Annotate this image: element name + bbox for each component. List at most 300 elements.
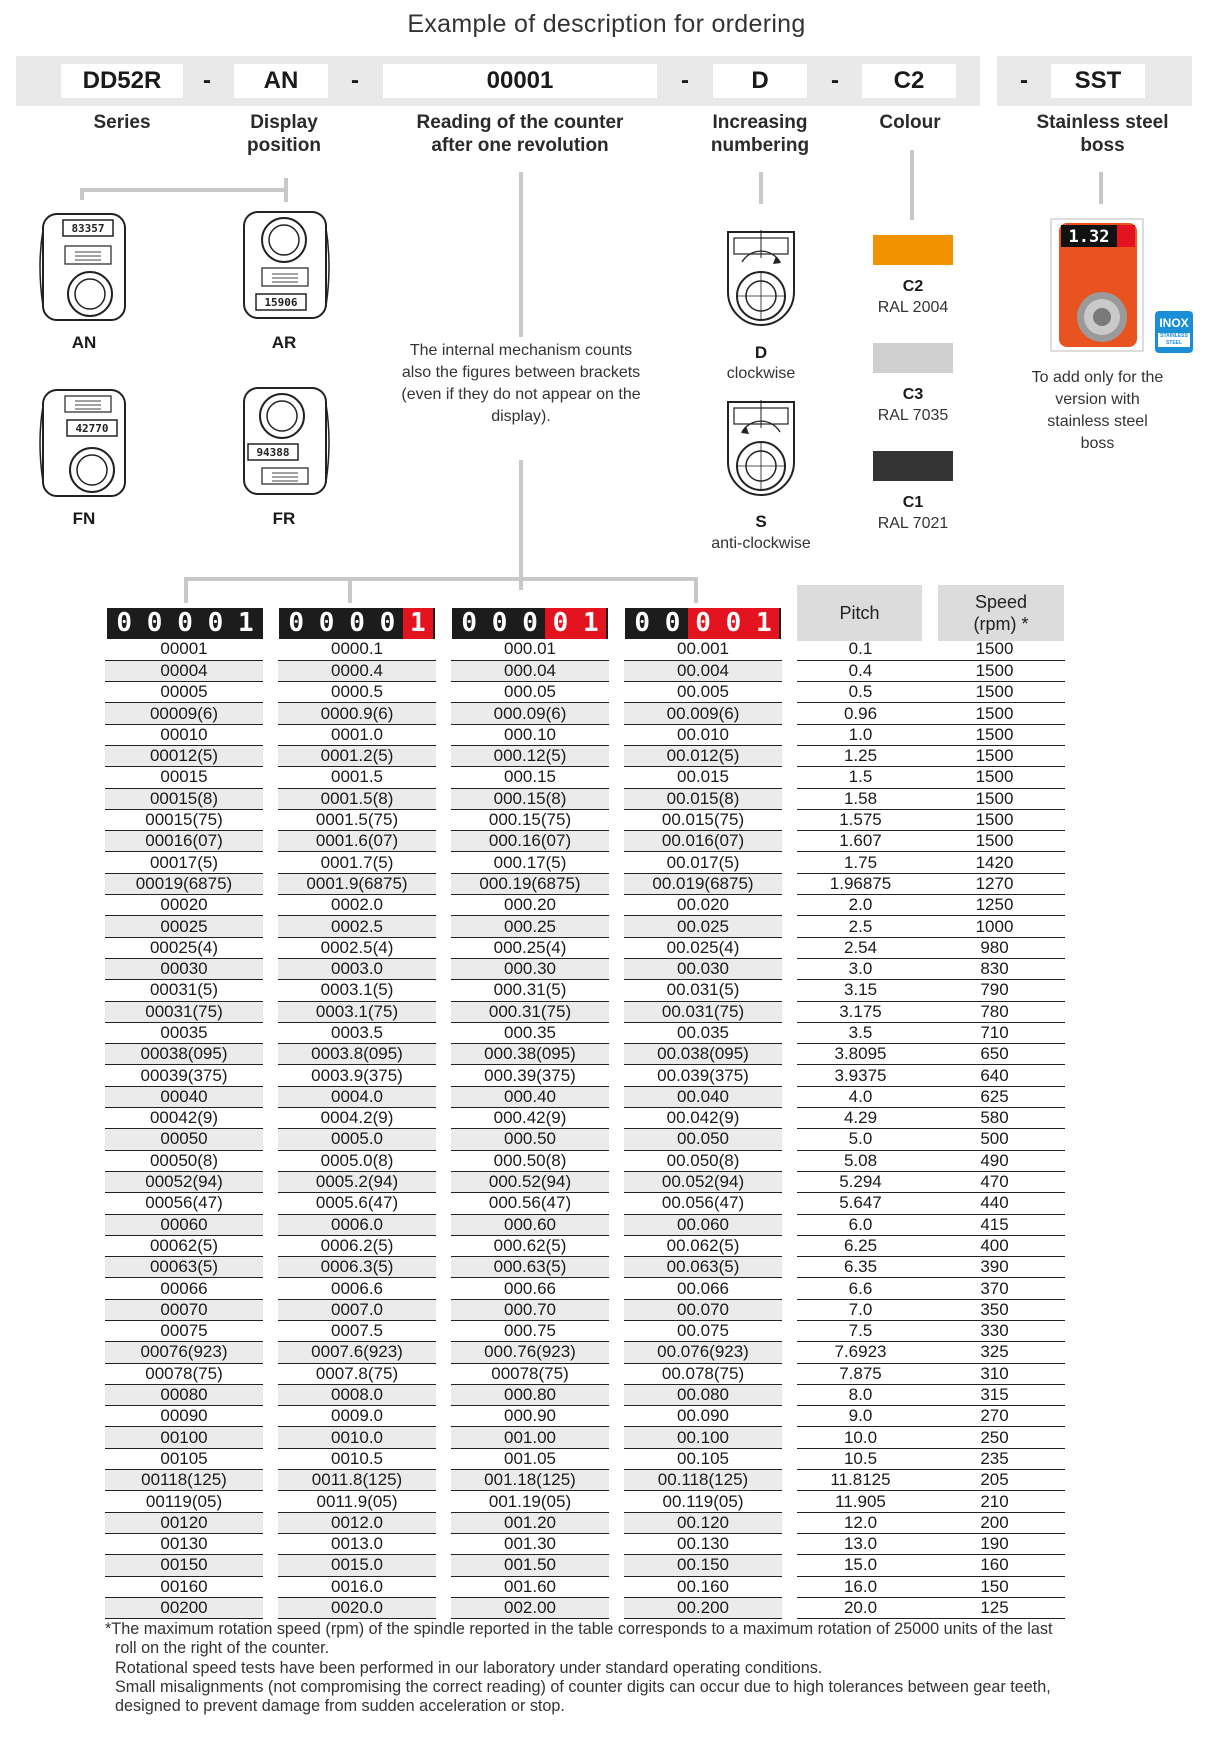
speed-cell: 190 (924, 1533, 1065, 1554)
column-gap (609, 1278, 624, 1299)
reading-0000-1-cell: 0006.2(5) (278, 1235, 436, 1256)
reading-00-001-cell: 00.038(095) (624, 1044, 782, 1065)
reading-00-001-cell: 00.078(75) (624, 1363, 782, 1384)
column-gap (263, 1171, 278, 1192)
reading-00001-cell: 00001 (105, 639, 263, 660)
reading-0000-1-cell: 0004.0 (278, 1086, 436, 1107)
digit: 0 (349, 608, 365, 638)
reading-000-01-cell: 000.70 (451, 1299, 609, 1320)
reading-00-001-cell: 00.001 (624, 639, 782, 660)
reading-00001-cell: 00118(125) (105, 1470, 263, 1491)
column-gap (436, 980, 451, 1001)
column-gap (263, 916, 278, 937)
column-gap (609, 1512, 624, 1533)
reading-000-01-cell: 000.52(94) (451, 1171, 609, 1192)
reading-00-001-cell: 00.031(5) (624, 980, 782, 1001)
reading-00-001-cell: 00.050(8) (624, 1150, 782, 1171)
column-gap (263, 1022, 278, 1043)
table-row (105, 1257, 1065, 1278)
column-gap (782, 745, 797, 766)
table-row (105, 1193, 1065, 1214)
pitch-cell: 4.29 (797, 1108, 924, 1129)
counter-ar-drawing-icon (236, 206, 336, 326)
pitch-cell: 3.9375 (797, 1065, 924, 1086)
column-gap (263, 1214, 278, 1235)
column-gap (609, 1470, 624, 1491)
pitch-cell: 8.0 (797, 1384, 924, 1405)
column-gap (609, 1448, 624, 1469)
reading-000-01-cell: 001.18(125) (451, 1470, 609, 1491)
digit: 1 (749, 608, 779, 639)
reading-000-01-cell: 000.39(375) (451, 1065, 609, 1086)
column-gap (263, 788, 278, 809)
speed-cell: 415 (924, 1214, 1065, 1235)
speed-cell: 580 (924, 1108, 1065, 1129)
reading-0000-1-cell: 0006.0 (278, 1214, 436, 1235)
digit: 0 (718, 608, 748, 639)
svg-text:83357: 83357 (71, 222, 105, 235)
colour-code-c2: C2 (902, 278, 924, 295)
column-gap (782, 1299, 797, 1320)
column-gap (436, 1321, 451, 1342)
reading-000-01-cell: 000.25(4) (451, 937, 609, 958)
table-row (105, 895, 1065, 916)
guide-line (184, 577, 188, 603)
reading-000-01-cell: 000.50 (451, 1129, 609, 1150)
pitch-cell: 4.0 (797, 1086, 924, 1107)
table-row (105, 1044, 1065, 1065)
label-reading: Reading of the counter after one revolution (416, 112, 624, 156)
column-gap (263, 1342, 278, 1363)
column-gap (782, 958, 797, 979)
label-colour: Colour (879, 112, 941, 133)
table-row (105, 788, 1065, 809)
digit: 0 (664, 608, 681, 638)
reading-0000-1-cell: 0013.0 (278, 1533, 436, 1554)
column-gap (436, 788, 451, 809)
speed-cell: 235 (924, 1448, 1065, 1469)
column-gap (436, 1363, 451, 1384)
digit-header-2 (279, 608, 435, 639)
reading-00-001-cell: 00.019(6875) (624, 873, 782, 894)
colour-ral-c3: RAL 7035 (877, 407, 949, 424)
reading-0000-1-cell: 0001.2(5) (278, 745, 436, 766)
table-row (105, 1214, 1065, 1235)
code-separator: - (681, 67, 689, 94)
inox-badge-main: INOX (1159, 316, 1189, 330)
pitch-cell: 0.4 (797, 660, 924, 681)
reading-00001-cell: 00009(6) (105, 703, 263, 724)
numbering-label-clockwise: clockwise (726, 365, 796, 382)
column-gap (782, 1129, 797, 1150)
reading-00-001-cell: 00.062(5) (624, 1235, 782, 1256)
digit-header-1 (107, 608, 263, 639)
reading-00001-cell: 00015 (105, 767, 263, 788)
column-gap (609, 1597, 624, 1618)
reading-00001-cell: 00025 (105, 916, 263, 937)
reading-00-001-cell: 00.120 (624, 1512, 782, 1533)
table-row (105, 767, 1065, 788)
reading-00001-cell: 00090 (105, 1406, 263, 1427)
reading-00-001-cell: 00.015 (624, 767, 782, 788)
table-row (105, 1086, 1065, 1107)
footnotes (105, 1620, 1070, 1716)
speed-cell: 200 (924, 1512, 1065, 1533)
column-gap (782, 1597, 797, 1618)
digit: 1 (403, 608, 433, 639)
speed-cell: 270 (924, 1406, 1065, 1427)
column-gap (609, 788, 624, 809)
reading-000-01-cell: 001.50 (451, 1555, 609, 1576)
column-gap (609, 1001, 624, 1022)
column-gap (782, 1512, 797, 1533)
column-gap (609, 1214, 624, 1235)
table-row (105, 1171, 1065, 1192)
table-row (105, 1299, 1065, 1320)
column-gap (263, 1193, 278, 1214)
table-row (105, 660, 1065, 681)
counter-fn-drawing-icon (35, 382, 135, 502)
pitch-cell: 15.0 (797, 1555, 924, 1576)
pitch-cell: 7.5 (797, 1321, 924, 1342)
pitch-cell: 11.905 (797, 1491, 924, 1512)
code-separator: - (831, 67, 839, 94)
reading-00001-cell: 00015(75) (105, 809, 263, 830)
reading-0000-1-cell: 0003.1(75) (278, 1001, 436, 1022)
column-gap (263, 1512, 278, 1533)
reading-0000-1-cell: 0003.1(5) (278, 980, 436, 1001)
reading-0000-1-cell: 0010.0 (278, 1427, 436, 1448)
column-gap (263, 1533, 278, 1554)
reading-00001-cell: 00015(8) (105, 788, 263, 809)
column-gap (609, 1342, 624, 1363)
pitch-cell: 2.54 (797, 937, 924, 958)
pitch-cell: 0.96 (797, 703, 924, 724)
pitch-cell: 5.0 (797, 1129, 924, 1150)
column-gap (436, 937, 451, 958)
reading-00-001-cell: 00.050 (624, 1129, 782, 1150)
speed-cell: 980 (924, 937, 1065, 958)
reading-0000-1-cell: 0000.4 (278, 660, 436, 681)
column-gap (436, 1044, 451, 1065)
column-gap (436, 1129, 451, 1150)
reading-00001-cell: 00012(5) (105, 745, 263, 766)
reading-000-01-cell: 000.01 (451, 639, 609, 660)
column-gap (263, 937, 278, 958)
speed-cell: 1500 (924, 660, 1065, 681)
reading-0000-1-cell: 0002.0 (278, 895, 436, 916)
reading-00-001-cell: 00.105 (624, 1448, 782, 1469)
table-row (105, 1001, 1065, 1022)
column-gap (609, 958, 624, 979)
column-gap (436, 1108, 451, 1129)
column-gap (782, 980, 797, 1001)
code-separator: - (351, 67, 359, 94)
speed-cell: 1500 (924, 767, 1065, 788)
table-row (105, 1512, 1065, 1533)
reading-00001-cell: 00025(4) (105, 937, 263, 958)
reading-00001-cell: 00031(5) (105, 980, 263, 1001)
column-gap (609, 703, 624, 724)
column-gap (436, 1448, 451, 1469)
reading-00-001-cell: 00.039(375) (624, 1065, 782, 1086)
column-gap (436, 1065, 451, 1086)
speed-cell: 250 (924, 1427, 1065, 1448)
reading-00-001-cell: 00.063(5) (624, 1257, 782, 1278)
column-gap (263, 639, 278, 660)
reading-0000-1-cell: 0011.9(05) (278, 1491, 436, 1512)
column-gap (263, 1427, 278, 1448)
column-gap (609, 1321, 624, 1342)
digit: 0 (634, 608, 651, 638)
column-gap (263, 682, 278, 703)
reading-000-01-cell: 000.66 (451, 1278, 609, 1299)
column-gap (436, 1022, 451, 1043)
pitch-cell: 1.607 (797, 831, 924, 852)
column-gap (436, 1193, 451, 1214)
reading-00-001-cell: 00.030 (624, 958, 782, 979)
column-gap (436, 1512, 451, 1533)
column-gap (609, 1533, 624, 1554)
reading-000-01-cell: 000.04 (451, 660, 609, 681)
column-gap (609, 1171, 624, 1192)
digit: 0 (177, 608, 193, 638)
column-gap (436, 1384, 451, 1405)
speed-cell: 390 (924, 1257, 1065, 1278)
column-gap (263, 1150, 278, 1171)
reading-0000-1-cell: 0005.0 (278, 1129, 436, 1150)
column-gap (782, 788, 797, 809)
column-gap (609, 1086, 624, 1107)
column-gap (436, 703, 451, 724)
table-row (105, 1555, 1065, 1576)
column-gap (263, 1448, 278, 1469)
column-gap (263, 895, 278, 916)
pitch-cell: 1.5 (797, 767, 924, 788)
pitch-speed-table (105, 639, 1065, 1619)
column-gap (609, 1427, 624, 1448)
column-gap (609, 852, 624, 873)
table-row (105, 1150, 1065, 1171)
code-separator: - (203, 67, 211, 94)
reading-00001-cell: 00150 (105, 1555, 263, 1576)
reading-000-01-cell: 000.38(095) (451, 1044, 609, 1065)
reading-0000-1-cell: 0000.1 (278, 639, 436, 660)
label-display-position: Display position (247, 112, 321, 156)
column-gap (782, 1235, 797, 1256)
reading-0000-1-cell: 0001.5(75) (278, 809, 436, 830)
column-gap (609, 1555, 624, 1576)
speed-cell: 1500 (924, 788, 1065, 809)
reading-000-01-cell: 000.15 (451, 767, 609, 788)
column-gap (782, 660, 797, 681)
column-gap (609, 1299, 624, 1320)
table-row (105, 1384, 1065, 1405)
reading-0000-1-cell: 0001.6(07) (278, 831, 436, 852)
reading-0000-1-cell: 0003.8(095) (278, 1044, 436, 1065)
column-gap (436, 1555, 451, 1576)
reading-00001-cell: 00031(75) (105, 1001, 263, 1022)
colour-swatch-c2 (873, 235, 953, 265)
stainless-boss-product-icon (1049, 217, 1145, 353)
column-gap (263, 1065, 278, 1086)
reading-00001-cell: 00050(8) (105, 1150, 263, 1171)
reading-0000-1-cell: 0001.9(6875) (278, 873, 436, 894)
pitch-cell: 6.35 (797, 1257, 924, 1278)
code-display-position: AN (234, 64, 328, 98)
column-gap (609, 916, 624, 937)
pitch-cell: 12.0 (797, 1512, 924, 1533)
reading-00001-cell: 00063(5) (105, 1257, 263, 1278)
reading-000-01-cell: 001.20 (451, 1512, 609, 1533)
column-gap (782, 1278, 797, 1299)
speed-cell: 1500 (924, 682, 1065, 703)
column-gap (782, 1193, 797, 1214)
speed-cell: 625 (924, 1086, 1065, 1107)
column-gap (263, 1384, 278, 1405)
reading-0000-1-cell: 0000.5 (278, 682, 436, 703)
speed-header (938, 585, 1064, 641)
table-row (105, 958, 1065, 979)
speed-cell: 315 (924, 1384, 1065, 1405)
colour-code-c1: C1 (902, 494, 924, 511)
guide-line (694, 577, 698, 603)
column-gap (782, 724, 797, 745)
column-gap (782, 1065, 797, 1086)
table-row (105, 1108, 1065, 1129)
column-gap (436, 1235, 451, 1256)
reading-00001-cell: 00040 (105, 1086, 263, 1107)
digit: 1 (576, 608, 606, 639)
digit: 0 (146, 608, 163, 638)
pitch-cell: 3.15 (797, 980, 924, 1001)
reading-0000-1-cell: 0006.6 (278, 1278, 436, 1299)
speed-cell: 1420 (924, 852, 1065, 873)
reading-00-001-cell: 00.042(9) (624, 1108, 782, 1129)
reading-0000-1-cell: 0002.5 (278, 916, 436, 937)
column-gap (609, 1257, 624, 1278)
table-row (105, 1533, 1065, 1554)
digit: 0 (318, 608, 335, 638)
label-numbering: Increasing numbering (710, 112, 810, 156)
reading-00001-cell: 00130 (105, 1533, 263, 1554)
reading-000-01-cell: 000.30 (451, 958, 609, 979)
svg-text:15906: 15906 (264, 296, 298, 309)
speed-cell: 710 (924, 1022, 1065, 1043)
column-gap (263, 767, 278, 788)
pitch-cell: 1.58 (797, 788, 924, 809)
column-gap (782, 1427, 797, 1448)
column-gap (782, 895, 797, 916)
column-gap (609, 724, 624, 745)
column-gap (263, 1406, 278, 1427)
speed-cell: 160 (924, 1555, 1065, 1576)
column-gap (782, 1406, 797, 1427)
column-gap (436, 873, 451, 894)
table-row (105, 1129, 1065, 1150)
column-gap (263, 1363, 278, 1384)
column-gap (436, 1533, 451, 1554)
pitch-cell: 7.0 (797, 1299, 924, 1320)
reading-00001-cell: 00076(923) (105, 1342, 263, 1363)
speed-cell: 1500 (924, 809, 1065, 830)
column-gap (436, 1342, 451, 1363)
pitch-cell: 1.96875 (797, 873, 924, 894)
inox-badge-sub: STAINLESS STEEL (1158, 333, 1190, 347)
table-row (105, 1278, 1065, 1299)
code-numbering: D (713, 64, 807, 98)
reading-000-01-cell: 001.19(05) (451, 1491, 609, 1512)
column-gap (782, 809, 797, 830)
table-row (105, 1235, 1065, 1256)
reading-00-001-cell: 00.076(923) (624, 1342, 782, 1363)
speed-cell: 440 (924, 1193, 1065, 1214)
inox-badge-icon (1155, 311, 1193, 353)
column-gap (609, 1363, 624, 1384)
column-gap (436, 1257, 451, 1278)
column-gap (609, 1065, 624, 1086)
column-gap (782, 852, 797, 873)
reading-0000-1-cell: 0004.2(9) (278, 1108, 436, 1129)
reading-0000-1-cell: 0009.0 (278, 1406, 436, 1427)
reading-000-01-cell: 000.31(5) (451, 980, 609, 1001)
pitch-cell: 10.0 (797, 1427, 924, 1448)
numbering-code-s: S (755, 512, 767, 531)
guide-line (80, 188, 84, 200)
reading-000-01-cell: 00078(75) (451, 1363, 609, 1384)
column-gap (436, 1470, 451, 1491)
digit: 0 (288, 608, 305, 638)
digit: 0 (116, 608, 133, 638)
counter-fr-drawing-icon (236, 382, 336, 502)
reading-00001-cell: 00080 (105, 1384, 263, 1405)
table-row (105, 1597, 1065, 1618)
reading-00-001-cell: 00.160 (624, 1576, 782, 1597)
column-gap (436, 1150, 451, 1171)
reading-000-01-cell: 000.15(75) (451, 809, 609, 830)
table-row (105, 724, 1065, 745)
colour-ral-c2: RAL 2004 (877, 299, 949, 316)
table-row (105, 873, 1065, 894)
reading-000-01-cell: 000.25 (451, 916, 609, 937)
table-row (105, 1491, 1065, 1512)
column-gap (609, 1022, 624, 1043)
column-gap (609, 1108, 624, 1129)
reading-000-01-cell: 000.17(5) (451, 852, 609, 873)
digit: 0 (207, 608, 224, 638)
pitch-cell: 6.25 (797, 1235, 924, 1256)
reading-00-001-cell: 00.056(47) (624, 1193, 782, 1214)
pitch-cell: 3.5 (797, 1022, 924, 1043)
column-gap (436, 1576, 451, 1597)
column-gap (782, 1384, 797, 1405)
table-row (105, 916, 1065, 937)
speed-cell: 400 (924, 1235, 1065, 1256)
display-option-ar: AR (271, 333, 297, 352)
reading-00-001-cell: 00.010 (624, 724, 782, 745)
column-gap (609, 1491, 624, 1512)
display-option-fr: FR (272, 509, 296, 528)
reading-000-01-cell: 000.15(8) (451, 788, 609, 809)
column-gap (782, 937, 797, 958)
column-gap (436, 1214, 451, 1235)
column-gap (263, 1044, 278, 1065)
speed-cell: 790 (924, 980, 1065, 1001)
pitch-cell: 5.08 (797, 1150, 924, 1171)
table-row (105, 1022, 1065, 1043)
column-gap (436, 1299, 451, 1320)
column-gap (436, 958, 451, 979)
